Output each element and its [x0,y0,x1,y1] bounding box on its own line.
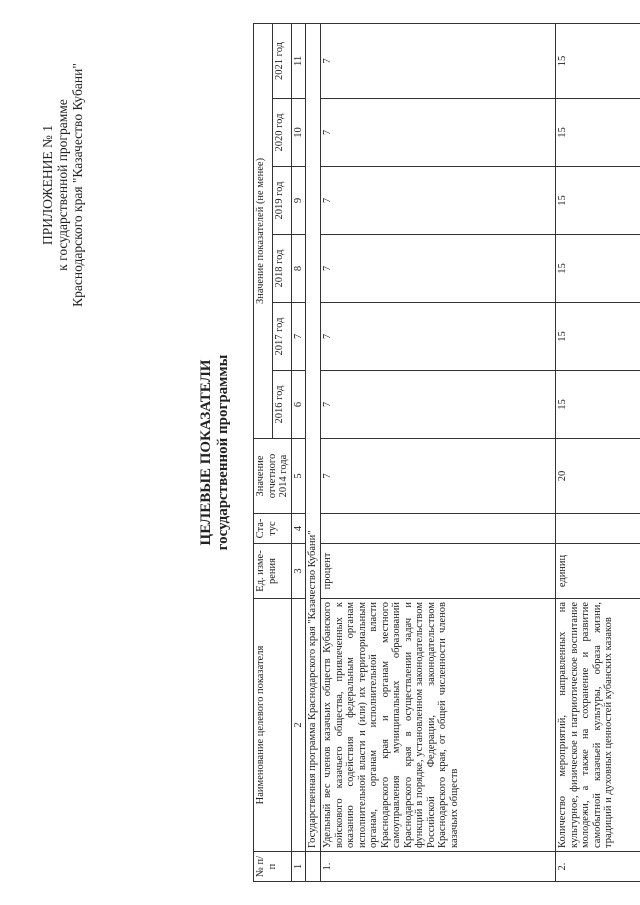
title-line-1: ЦЕЛЕВЫЕ ПОКАЗАТЕЛИ [198,359,214,546]
header-year: 2018 год [272,235,291,303]
row-base-value: 20 [556,439,640,514]
appendix-block [40,25,85,345]
row-value: 15 [556,235,640,303]
row-status [321,514,556,544]
header-year: 2021 год [272,23,291,98]
row-value: 7 [321,167,556,235]
row-value: 7 [321,235,556,303]
header-base: Значение отчетного 2014 года [254,439,292,514]
column-number-row [291,23,306,881]
col-number: 9 [291,167,306,235]
program-row-title: Государственная программа Краснодарского края "Казачество Кубани" [306,23,321,851]
header-num: № п/п [254,852,292,882]
row-value: 7 [321,303,556,371]
header-name: Наименование целевого показателя [254,599,292,852]
col-number: 2 [291,599,306,852]
header-row-1 [254,23,273,881]
row-value: 15 [556,167,640,235]
program-row-num [306,852,321,882]
col-number: 11 [291,23,306,98]
table-row [556,23,640,881]
row-indicator-name: Удельный вес членов казачьих обществ Кубанского войскового казачьего общества, привлеченных к оказанию содействия федеральным органам исполнительной власти и (или) их территориальным органам, органам исполнительной власти Краснодарского края и органам местного самоуправления муниципальных образований Краснодарского края в осуществлении задач и функций в порядке, установленном законодательством Российской Федерации, законодательством Краснодарского края, от общей численности членов казачьих обществ [321,599,556,852]
table-row [321,23,556,881]
row-indicator-name: Количество мероприятий, направленных на культурное, физическое и патриотическое воспитание молодежи, а также на сохранение и развитие самобытной казачьей культуры, образа жизни, традиций и духовных ценностей кубанских казаков [556,599,640,852]
col-number: 7 [291,303,306,371]
header-year: 2017 год [272,303,291,371]
col-number: 6 [291,371,306,439]
indicators-table [253,23,640,882]
col-number: 1 [291,852,306,882]
header-group: Значение показателей (не менее) [254,23,273,438]
header-year: 2020 год [272,99,291,167]
program-row [306,23,321,881]
col-number: 4 [291,514,306,544]
document-title [198,0,232,905]
header-year: 2019 год [272,167,291,235]
row-base-value: 7 [321,439,556,514]
row-value: 15 [556,303,640,371]
title-line-2: государственной программы [215,354,231,551]
row-unit: единиц [556,544,640,599]
appendix-number: ПРИЛОЖЕНИЕ № 1 [40,124,55,246]
row-value: 15 [556,23,640,98]
row-value: 7 [321,99,556,167]
appendix-program-name: Краснодарского края "Казачество Кубани" [70,63,85,307]
row-value: 15 [556,99,640,167]
header-status: Ста-тус [254,514,292,544]
header-unit: Ед. изме-рения [254,544,292,599]
header-year: 2016 год [272,371,291,439]
row-unit: процент [321,544,556,599]
appendix-program-ref: к государственной программе [55,99,70,271]
row-num: 2. [556,852,640,882]
col-number: 10 [291,99,306,167]
row-value: 15 [556,371,640,439]
row-status [556,514,640,544]
col-number: 8 [291,235,306,303]
row-num: 1. [321,852,556,882]
row-value: 7 [321,23,556,98]
col-number: 5 [291,439,306,514]
col-number: 3 [291,544,306,599]
row-value: 7 [321,371,556,439]
